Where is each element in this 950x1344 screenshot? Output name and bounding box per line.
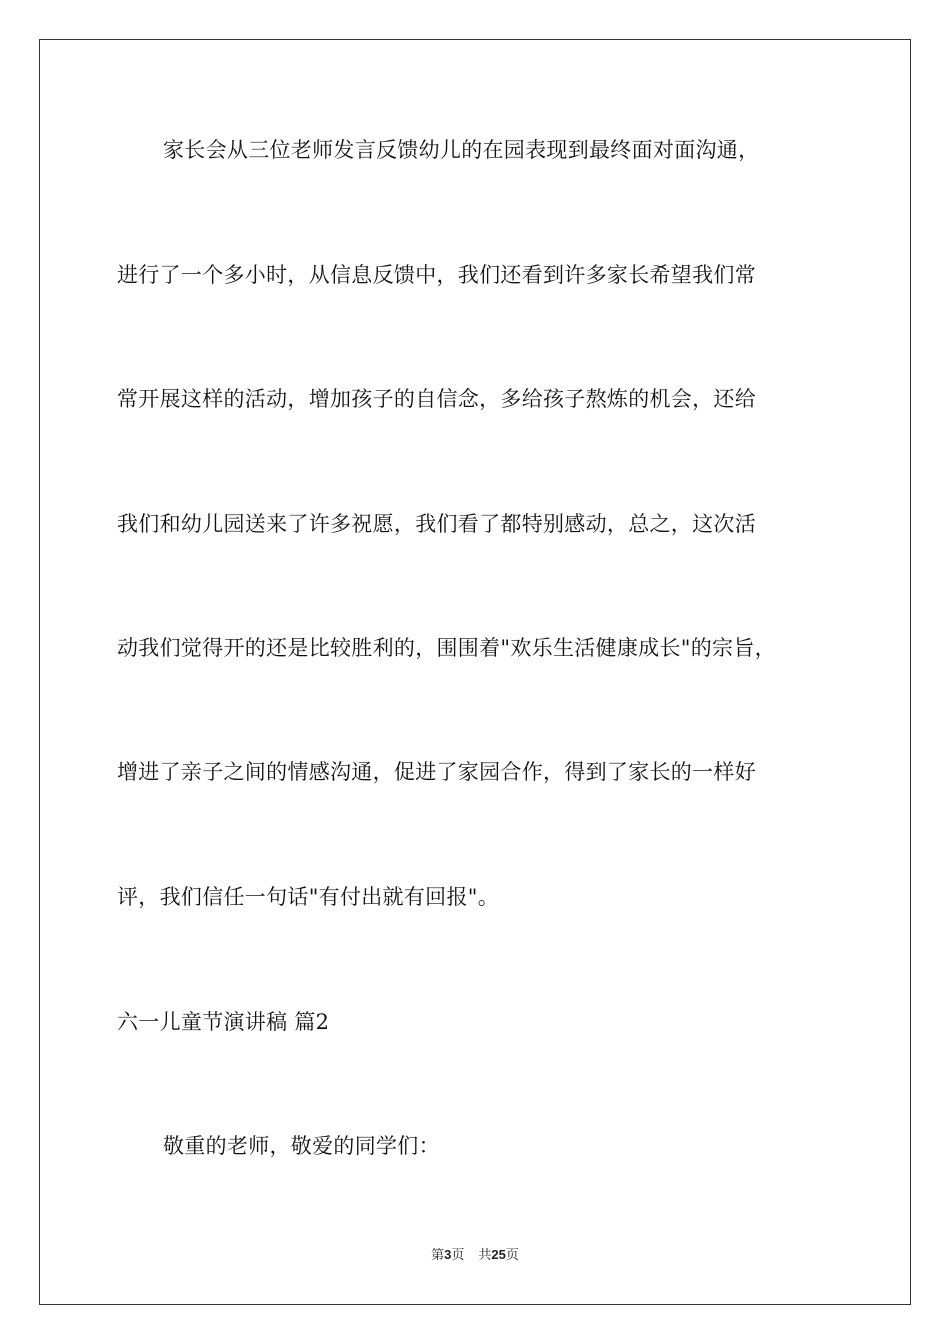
- body-line-3: 常开展这样的活动，增加孩子的自信念，多给孩子熬炼的机会，还给: [117, 387, 756, 411]
- footer-page-suffix: 页: [451, 1248, 465, 1263]
- footer-total-pages: 25: [491, 1247, 506, 1262]
- footer-total-suffix: 页: [505, 1248, 519, 1263]
- footer-total-prefix: 共: [478, 1248, 492, 1263]
- page-frame: [39, 39, 911, 1305]
- greeting-line: 敬重的老师，敬爱的同学们：: [163, 1134, 440, 1158]
- body-line-2: 进行了一个多小时，从信息反馈中，我们还看到许多家长希望我们常: [117, 263, 756, 287]
- page-footer: [0, 1247, 950, 1264]
- body-line-1: 家长会从三位老师发言反馈幼儿的在园表现到最终面对面沟通，: [163, 138, 760, 162]
- body-line-5: 动我们觉得开的还是比较胜利的，围围着"欢乐生活健康成长"的宗旨，: [117, 636, 776, 660]
- body-line-4: 我们和幼儿园送来了许多祝愿，我们看了都特别感动，总之，这次活: [117, 512, 756, 536]
- section-heading: 六一儿童节演讲稿 篇2: [117, 1010, 330, 1034]
- footer-page-prefix: 第: [431, 1248, 445, 1263]
- footer-page-number: 3: [444, 1247, 452, 1262]
- body-line-6: 增进了亲子之间的情感沟通，促进了家园合作，得到了家长的一样好: [117, 760, 756, 784]
- body-line-7: 评，我们信任一句话"有付出就有回报"。: [117, 885, 500, 909]
